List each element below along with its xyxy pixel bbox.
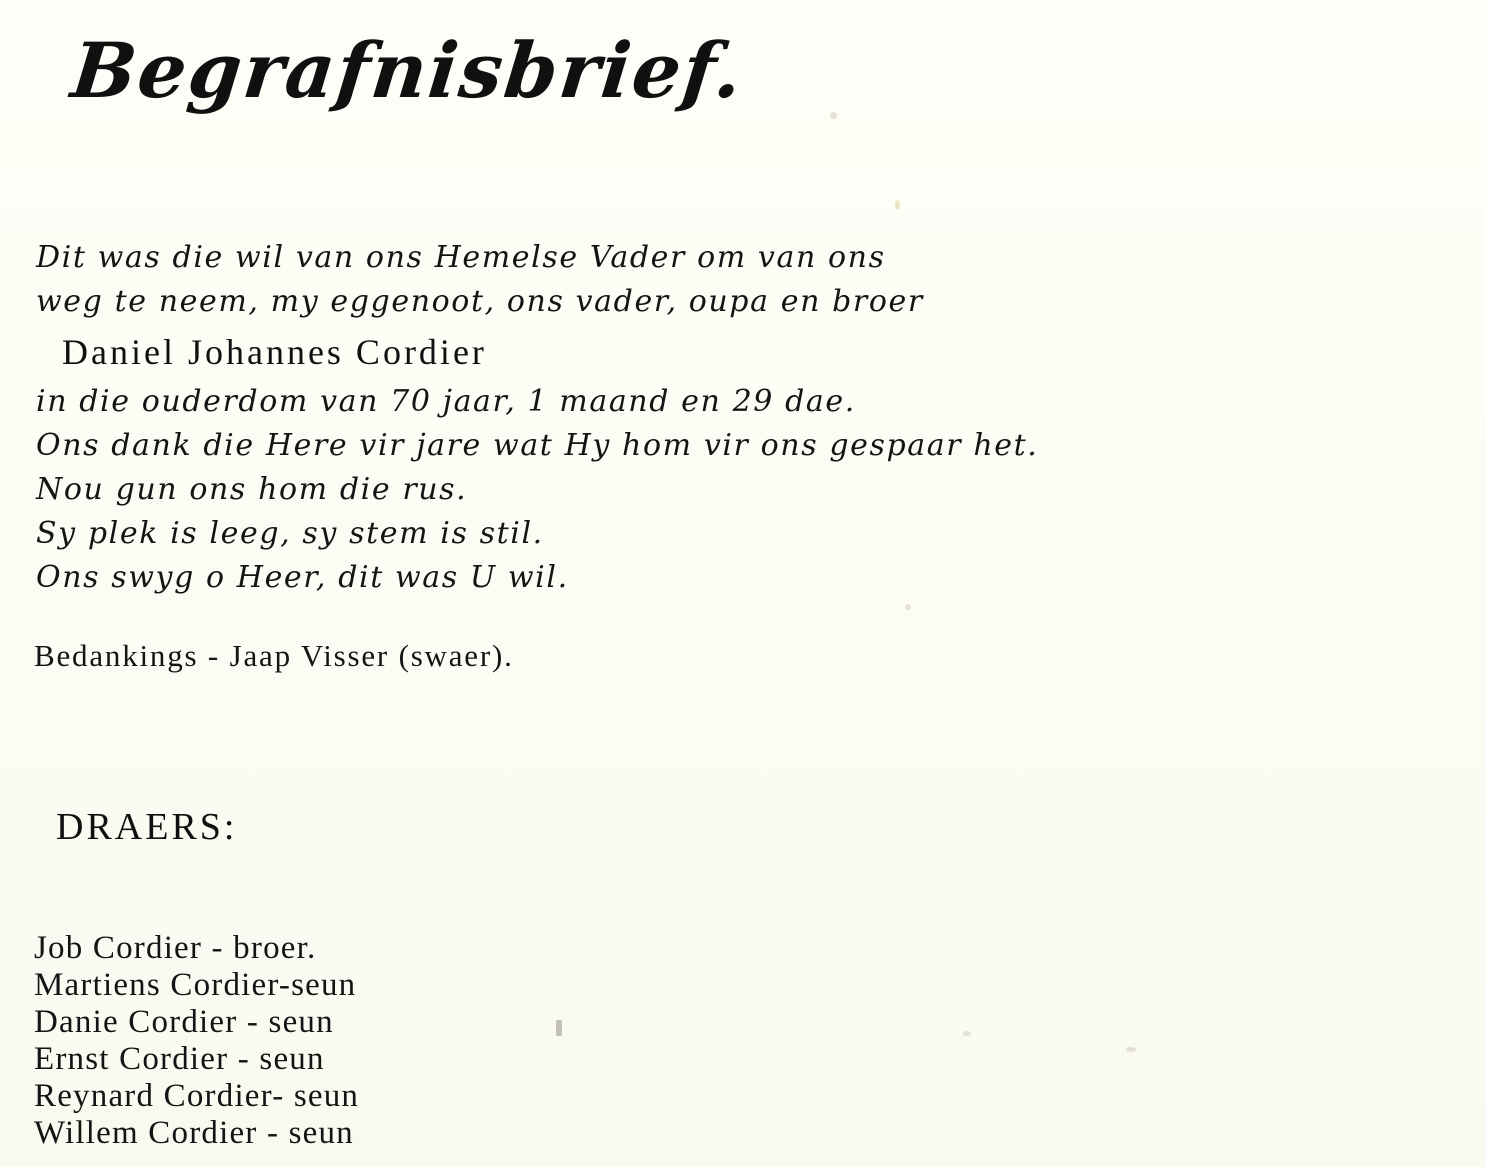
paper-speck: [1126, 1047, 1136, 1052]
list-item: Martiens Cordier-seun: [34, 967, 357, 1003]
paper-speck: [895, 200, 900, 210]
bearers-list: [34, 930, 934, 1152]
paper-speck: [905, 604, 911, 610]
deceased-name: Daniel Johannes Cordier: [62, 332, 487, 372]
detail-line: Ons swyg o Heer, dit was U wil.: [36, 560, 569, 595]
detail-line: Ons dank die Here vir jare wat Hy hom vir ons gespaar het.: [36, 428, 1039, 463]
list-item: Job Cordier - broer.: [34, 930, 317, 966]
list-item: Reynard Cordier- seun: [34, 1078, 360, 1114]
list-item: Ernst Cordier - seun: [34, 1041, 325, 1077]
paragraph-line: weg te neem, my eggenoot, ons vader, oupa en broer: [36, 284, 924, 319]
list-item: Willem Cordier - seun: [34, 1115, 354, 1151]
bearers-heading: DRAERS:: [56, 806, 238, 848]
detail-line: Nou gun ons hom die rus.: [36, 472, 468, 507]
page-title: Begrafnisbrief.: [67, 26, 749, 115]
list-item: Danie Cordier - seun: [34, 1004, 334, 1040]
thanks-line: Bedankings - Jaap Visser (swaer).: [34, 638, 514, 673]
paper-speck: [963, 1031, 971, 1036]
detail-line: in die ouderdom van 70 jaar, 1 maand en 29 dae.: [36, 384, 856, 419]
detail-line: Sy plek is leeg, sy stem is stil.: [36, 516, 544, 551]
paragraph-line: Dit was die wil van ons Hemelse Vader om van ons: [36, 240, 886, 275]
paper-speck: [830, 112, 837, 119]
letter-body: [36, 236, 1466, 600]
